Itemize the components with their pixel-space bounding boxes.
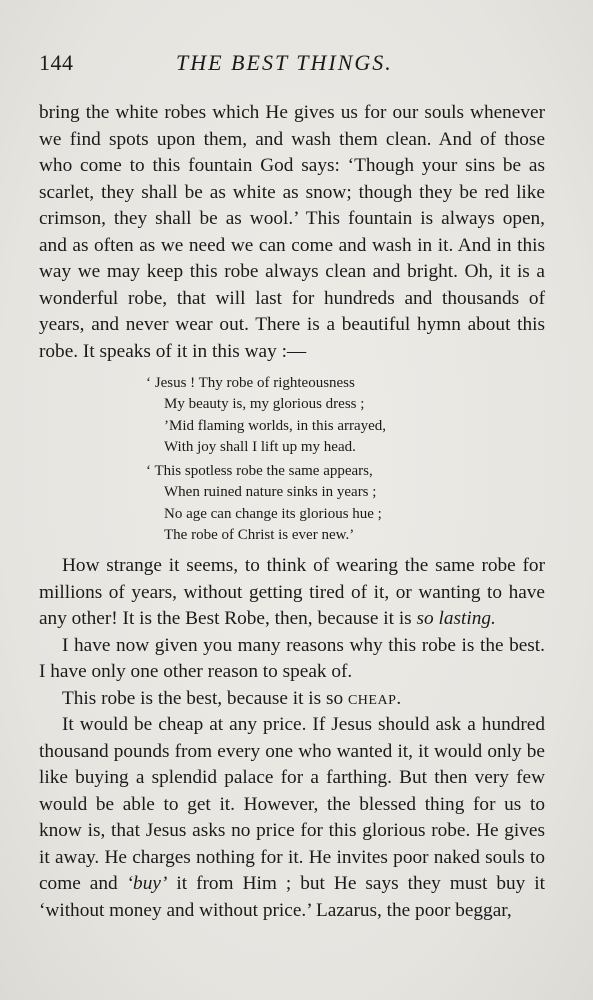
poem-line: ‘ This spotless robe the same appears, [146, 463, 373, 479]
paragraph-text: It would be cheap at any price. If Jesus should ask a hundred thousand pounds from every one who wanted it, it would only be like buying a splendid palace for a farthing. But then very few would be able to get it. However, the blessed thing for us to know is, that Jesus asks no price for this glorious robe. He gives it away. He charges nothing for it. He invites poor naked souls to come and [39, 714, 545, 894]
paragraph [39, 686, 545, 713]
emphasis-text: so lasting. [416, 608, 496, 629]
hymn-stanza-1 [146, 373, 456, 459]
poem-line: The robe of Christ is ever new.’ [164, 527, 355, 544]
page-number: 144 [39, 50, 74, 75]
small-caps-text: cheap. [347, 687, 402, 709]
body-text [39, 100, 545, 365]
paragraph: I have now given you many reasons why this robe is the best. I have only one other reason to speak of. [39, 634, 545, 682]
paragraph-text: How strange it seems, to think of wearing the same robe for millions of years, without getting tired of it, or wanting to have any other! It is the Best Robe, then, because it is [39, 555, 545, 629]
poem-line: ‘ Jesus ! Thy robe of righteousness [146, 375, 355, 391]
poem-line: No age can change its glorious hue ; [164, 505, 382, 522]
body-text-continued [39, 553, 545, 924]
poem-line: When ruined nature sinks in years ; [164, 484, 377, 501]
page-header [39, 50, 547, 90]
paragraph-text: it from Him ; but He says they must buy it ‘without money and without price.’ Lazarus, the poor beggar, [39, 873, 546, 921]
paragraph [39, 712, 545, 924]
paragraph: bring the white robes which He gives us for our souls whenever we find spots upon them, and wash them clean. And of those who come to this fountain God says: ‘Though your sins be as scarlet, they shall be as white as snow; though they be red like crimson, they shall be as wool.’ This fountain is always open, and as often as we need we can come and wash in it. And in this way we may keep this robe always clean and bright. Oh, it is a wonderful robe, that will last for hundreds and thousands of years, and never wear out. There is a beautiful hymn about this robe. It speaks of it in this way :— [39, 102, 545, 362]
hymn-stanza-2 [146, 461, 456, 547]
paragraph [39, 553, 545, 633]
running-title: THE BEST THINGS. [176, 50, 393, 75]
emphasis-text: ‘buy’ [126, 873, 168, 894]
poem-line: With joy shall I lift up my head. [164, 439, 356, 456]
poem-line: ’Mid flaming worlds, in this arrayed, [164, 417, 387, 434]
paragraph-text: This robe is the best, because it is so [62, 687, 348, 709]
poem-line: My beauty is, my glorious dress ; [164, 396, 365, 413]
